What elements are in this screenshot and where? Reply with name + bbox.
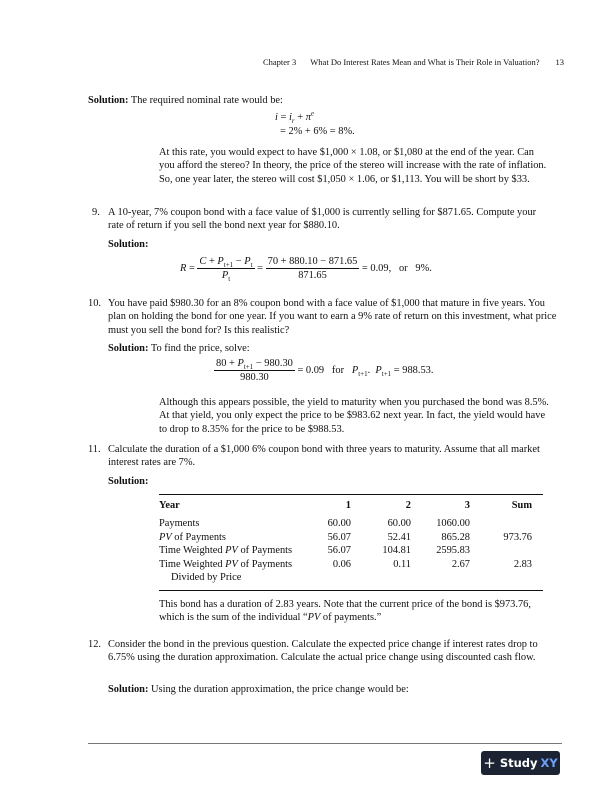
table-row: Payments 60.00 60.00 1060.00 (159, 518, 470, 530)
q8-paragraph: At this rate, you would expect to have $1,000 × 1.08, or $1,080 at the end of the year. Can you afford the stereo? In theory, the price of the stereo will increase with the rate of inflation. So, one year later, the stereo will cost $1,050 × 1.06, or $1,113. You will be short by $33. (159, 147, 547, 185)
q10-solution-line: Solution: To find the price, solve: (108, 343, 250, 354)
q10-question: You have paid $980.30 for an 8% coupon bond with a face value of $1,000 that mature in five years. You plan on holding the bond for one year. If you want to earn a 9% rate of return on this investment, what price must you sell the bond for? Is this realistic? (108, 298, 557, 336)
running-header (263, 57, 564, 67)
chapter-title: What Do Interest Rates Mean and What is Their Role in Valuation? (310, 57, 540, 67)
q9-solution-label: Solution: (108, 239, 149, 250)
q12-solution-line: Solution: Using the duration approximation, the price change would be: (108, 684, 409, 695)
q12-question: Consider the bond in the previous question. Calculate the expected price change if interest rates drop to 6.75% using the duration approximation. Calculate the actual price change using discounted cash flow. (108, 639, 538, 664)
q10-paragraph: Although this appears possible, the yield to maturity when you purchased the bond was 8.5%. At that yield, you only expect the price to be $983.62 next year. In fact, the yield would have to drop to 8.35% for the price to be $988.53. (159, 397, 549, 435)
q10-number: 10. (88, 298, 101, 309)
nominal-rate-result: = 2% + 6% = 8%. (280, 126, 355, 137)
solution-intro: The required nominal rate would be: (130, 95, 283, 106)
duration-table (159, 499, 532, 584)
q10-fraction: $\frac{80 + P_{t+1} - 980.30}{980.30}$ (216, 358, 293, 383)
q9-return-equation: R = $\frac{C + P_{t+1} - P_t}{P_t}$ = $\frac{70 + 880.10 - 871.65}{871.65}$ = 0.09, or 9%. (180, 256, 432, 284)
q10-price-equation: $\frac{80 + P_{t+1} - 980.30}{980.30}$ = 0.09 for $P_{t+1}$. $P_{t+1} = 988.53$. (216, 358, 434, 383)
q9-number: 9. (92, 207, 100, 218)
table-row: Time Weighted PV of Payments 56.07 104.81 2595.83 (159, 545, 470, 557)
q11-question: Calculate the duration of a $1,000 6% coupon bond with three years to maturity. Assume that all market interest rates are 7%. (108, 444, 540, 469)
table-top-rule (159, 494, 543, 495)
q11-number: 11. (88, 444, 101, 455)
studyxy-logo[interactable]: + Study XY (481, 751, 560, 775)
q8-solution-line (88, 94, 283, 107)
q11-solution-label: Solution: (108, 476, 149, 487)
q9-fraction-symbolic: $\frac{C + P_{t+1} - P_t}{P_t}$ (199, 256, 253, 284)
q12-number: 12. (88, 639, 101, 650)
table-row: Time Weighted PV of Payments Divided by Price 0.06 0.11 2.67 2.83 (159, 558, 532, 584)
solution-label: Solution: (88, 95, 129, 106)
page-number: 13 (555, 57, 564, 67)
q11-conclusion: This bond has a duration of 2.83 years. Note that the current price of the bond is $973.76, which is the sum of the individual “PV of payments.” (159, 599, 531, 624)
footer-rule (88, 743, 562, 744)
table-bottom-rule (159, 590, 543, 591)
table-row: PV of Payments 56.07 52.41 865.28 973.76 (159, 531, 532, 543)
table-header-row: Year 1 2 3 Sum (159, 500, 532, 511)
nominal-rate-equation: $i = i_r + \pi^e$ (275, 109, 315, 126)
plus-icon: + (483, 754, 496, 772)
chapter-label: Chapter 3 (262, 57, 297, 67)
q9-question: A 10-year, 7% coupon bond with a face value of $1,000 is currently selling for $871.65. Compute your rate of return if you sell the bond next year for $880.10. (108, 207, 537, 232)
q9-fraction-numeric: $\frac{70 + 880.10 - 871.65}{871.65}$ (267, 256, 358, 281)
